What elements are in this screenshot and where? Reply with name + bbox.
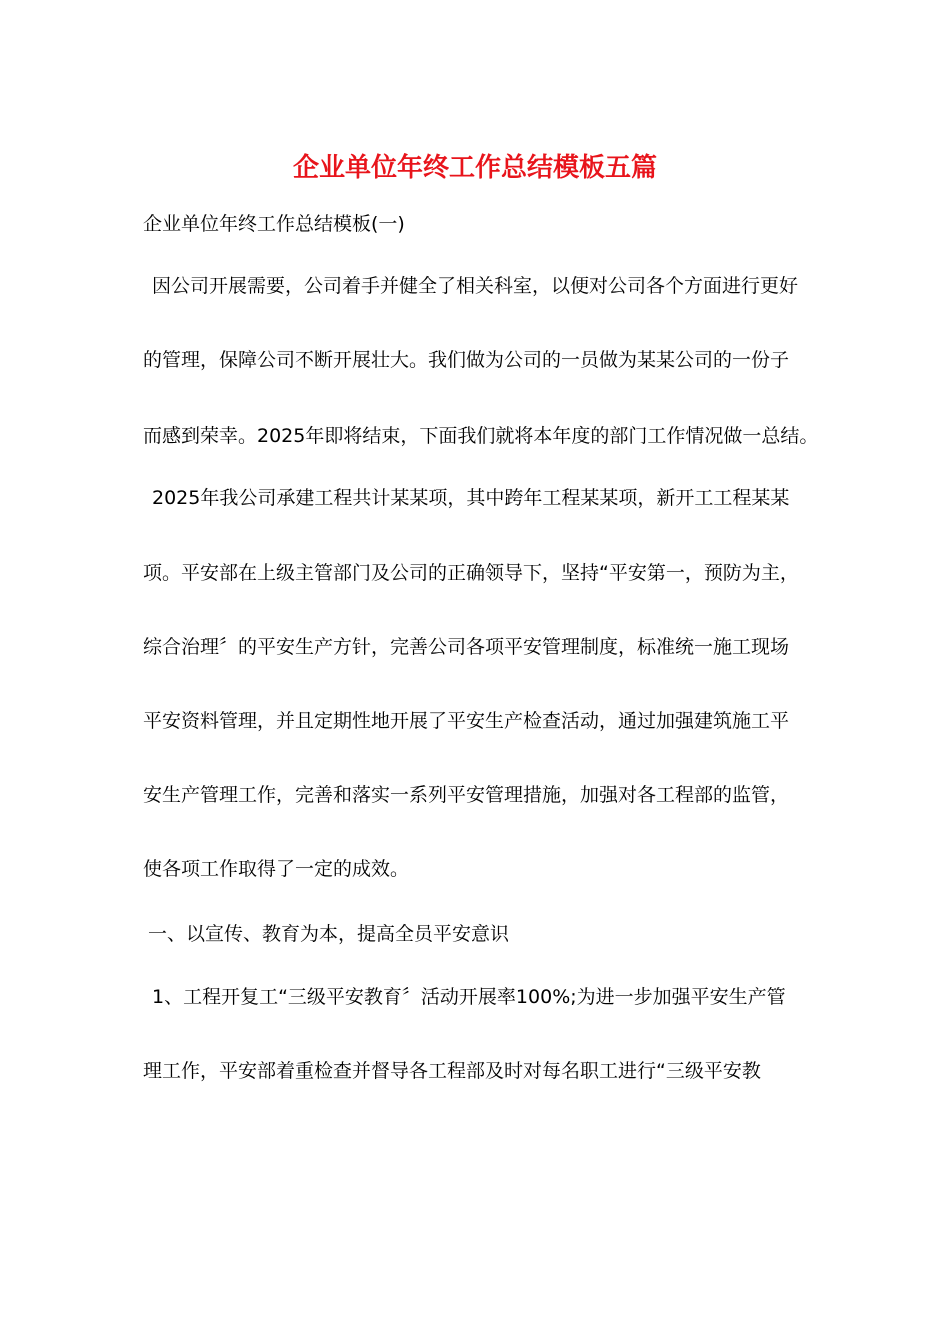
- paragraph-line: 而感到荣幸。2025年即将结束，下面我们就将本年度的部门工作情况做一总结。: [143, 425, 819, 447]
- paragraph-line: 的管理，保障公司不断开展壮大。我们做为公司的一员做为某某公司的一份子: [143, 349, 790, 371]
- paragraph-line: 综合治理〞的平安生产方针，完善公司各项平安管理制度，标准统一施工现场: [143, 636, 790, 658]
- document-title: 企业单位年终工作总结模板五篇: [292, 153, 657, 183]
- paragraph-line: 1、工程开复工“三级平安教育〞活动开展率100%;为进一步加强平安生产管: [152, 986, 786, 1008]
- paragraph-line: 2025年我公司承建工程共计某某项，其中跨年工程某某项，新开工工程某某: [152, 487, 790, 509]
- subsection-heading: 一、以宣传、教育为本，提高全员平安意识: [148, 923, 510, 945]
- paragraph-line: 项。平安部在上级主管部门及公司的正确领导下，坚持“平安第一，预防为主，: [143, 562, 799, 584]
- paragraph-line: 安生产管理工作，完善和落实一系列平安管理措施，加强对各工程部的监管，: [143, 784, 790, 806]
- paragraph-line: 平安资料管理，并且定期性地开展了平安生产检查活动，通过加强建筑施工平: [143, 710, 790, 732]
- paragraph-line: 因公司开展需要，公司着手并健全了相关科室，以便对公司各个方面进行更好: [152, 275, 799, 297]
- section-heading: 企业单位年终工作总结模板(一): [143, 213, 405, 235]
- paragraph-line: 理工作，平安部着重检查并督导各工程部及时对每名职工进行“三级平安教: [143, 1060, 761, 1082]
- paragraph-line: 使各项工作取得了一定的成效。: [143, 858, 410, 880]
